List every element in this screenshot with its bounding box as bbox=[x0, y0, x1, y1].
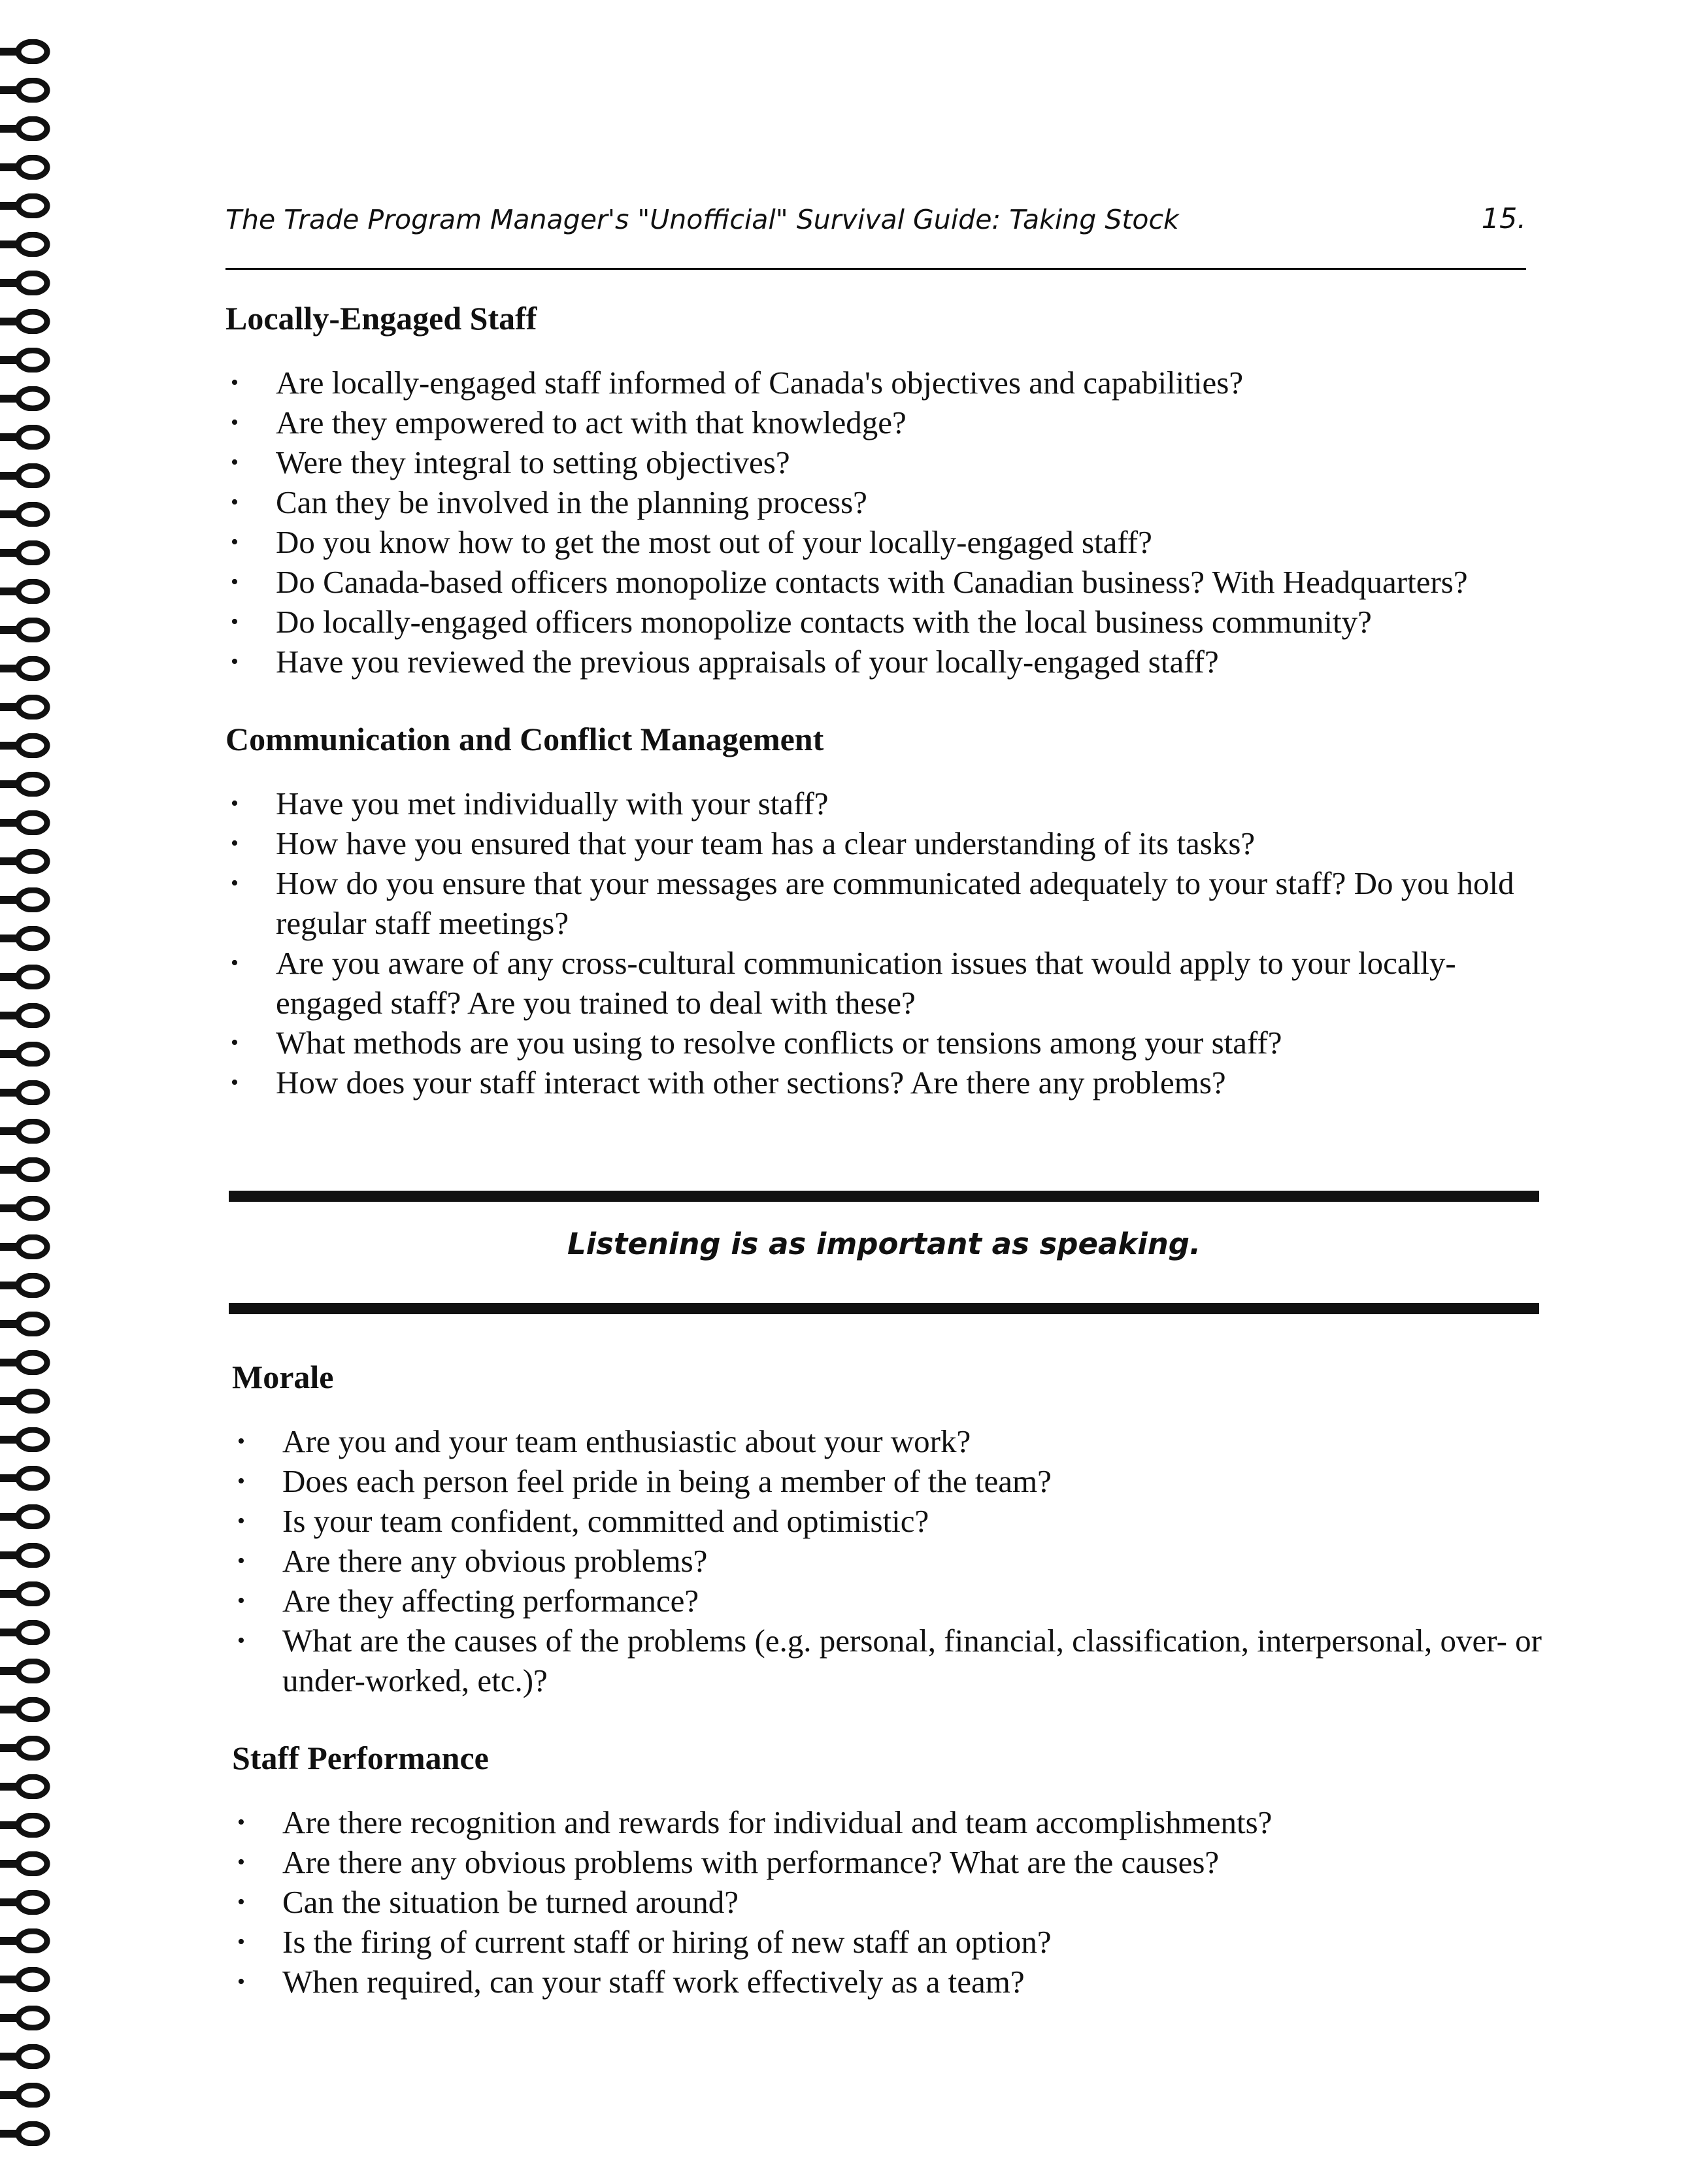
section-staff-performance bbox=[232, 1737, 1559, 2002]
binding-ring bbox=[0, 155, 52, 180]
list-item: • Have you reviewed the previous appraisals of your locally-engaged staff? bbox=[225, 642, 1552, 682]
binding-ring bbox=[0, 1389, 52, 1414]
binding-ring bbox=[0, 1697, 52, 1722]
list-item: • Is your team confident, committed and optimistic? bbox=[232, 1501, 1559, 1541]
binding-ring bbox=[0, 271, 52, 295]
list-item: • How do you ensure that your messages are communicated adequately to your staff? Do you hold regular staff meetings? bbox=[225, 863, 1552, 943]
binding-ring bbox=[0, 1003, 52, 1028]
binding-ring bbox=[0, 965, 52, 989]
list-item: • Have you met individually with your staff? bbox=[225, 784, 1552, 823]
binding-ring bbox=[0, 39, 52, 64]
binding-ring bbox=[0, 2121, 52, 2146]
page-number: 15. bbox=[1481, 203, 1526, 235]
binding-ring bbox=[0, 810, 52, 835]
binding-ring bbox=[0, 1504, 52, 1529]
content-lower bbox=[232, 1356, 1559, 2038]
binding-ring bbox=[0, 1119, 52, 1144]
binding-ring bbox=[0, 1196, 52, 1221]
question-list bbox=[225, 363, 1552, 682]
binding-ring bbox=[0, 1080, 52, 1105]
list-item: • Are you aware of any cross-cultural communication issues that would apply to your locally-engaged staff? Are you trained to deal with these? bbox=[225, 943, 1552, 1023]
binding-ring bbox=[0, 887, 52, 912]
section-heading: Morale bbox=[232, 1359, 334, 1395]
binding-ring bbox=[0, 116, 52, 141]
list-item: • Can the situation be turned around? bbox=[232, 1882, 1559, 1922]
binding-ring bbox=[0, 1620, 52, 1645]
section-heading: Staff Performance bbox=[232, 1740, 489, 1776]
binding-ring bbox=[0, 656, 52, 681]
binding-ring bbox=[0, 1774, 52, 1799]
binding-ring bbox=[0, 1659, 52, 1683]
list-item: • Are there any obvious problems? bbox=[232, 1541, 1559, 1581]
binding-ring bbox=[0, 2044, 52, 2069]
content-upper bbox=[225, 297, 1552, 1139]
binding-ring bbox=[0, 78, 52, 103]
section-heading: Communication and Conflict Management bbox=[225, 721, 824, 757]
list-item: • What are the causes of the problems (e.g. personal, financial, classification, interpersonal, over- or under-worked, etc.)? bbox=[232, 1621, 1559, 1700]
header-title: The Trade Program Manager's "Unofficial" Survival Guide: Taking Stock bbox=[225, 204, 1179, 235]
list-item: • Are there recognition and rewards for individual and team accomplishments? bbox=[232, 1802, 1559, 1842]
question-list bbox=[232, 1421, 1559, 1700]
binding-ring bbox=[0, 1736, 52, 1761]
binding-ring bbox=[0, 2006, 52, 2030]
binding-ring bbox=[0, 309, 52, 334]
binding-ring bbox=[0, 579, 52, 604]
callout-box bbox=[229, 1191, 1539, 1318]
list-item: • Are they empowered to act with that knowledge? bbox=[225, 403, 1552, 442]
binding-ring bbox=[0, 1543, 52, 1568]
binding-ring bbox=[0, 1851, 52, 1876]
callout-quote: Listening is as important as speaking. bbox=[567, 1227, 1201, 1261]
section-morale bbox=[232, 1356, 1559, 1700]
binding-ring bbox=[0, 232, 52, 257]
question-list bbox=[225, 784, 1552, 1102]
binding-ring bbox=[0, 2083, 52, 2108]
binding-ring bbox=[0, 1157, 52, 1182]
binding-ring bbox=[0, 502, 52, 527]
binding-ring bbox=[0, 695, 52, 720]
question-list bbox=[232, 1802, 1559, 2002]
binding-ring bbox=[0, 1350, 52, 1375]
section-heading: Locally-Engaged Staff bbox=[225, 300, 537, 337]
binding-ring bbox=[0, 1234, 52, 1259]
section-communication-conflict bbox=[225, 718, 1552, 1102]
list-item: • When required, can your staff work effectively as a team? bbox=[232, 1962, 1559, 2002]
page-header bbox=[225, 196, 1526, 270]
binding-ring bbox=[0, 926, 52, 951]
list-item: • Were they integral to setting objectives? bbox=[225, 442, 1552, 482]
binding-ring bbox=[0, 849, 52, 874]
list-item: • Is the firing of current staff or hiring of new staff an option? bbox=[232, 1922, 1559, 1962]
callout-rule-bottom bbox=[229, 1303, 1539, 1314]
binding-ring bbox=[0, 1967, 52, 1992]
spiral-binding bbox=[0, 39, 59, 2184]
binding-ring bbox=[0, 1813, 52, 1838]
list-item: • Are you and your team enthusiastic about your work? bbox=[232, 1421, 1559, 1461]
list-item: • Do Canada-based officers monopolize contacts with Canadian business? With Headquarters? bbox=[225, 562, 1552, 602]
list-item: • Do you know how to get the most out of your locally-engaged staff? bbox=[225, 522, 1552, 562]
list-item: • Are locally-engaged staff informed of Canada's objectives and capabilities? bbox=[225, 363, 1552, 403]
binding-ring bbox=[0, 1427, 52, 1452]
binding-ring bbox=[0, 386, 52, 411]
section-locally-engaged-staff bbox=[225, 297, 1552, 682]
list-item: • Do locally-engaged officers monopolize contacts with the local business community? bbox=[225, 602, 1552, 642]
list-item: • Are they affecting performance? bbox=[232, 1581, 1559, 1621]
binding-ring bbox=[0, 348, 52, 372]
binding-ring bbox=[0, 772, 52, 797]
list-item: • How have you ensured that your team has a clear understanding of its tasks? bbox=[225, 823, 1552, 863]
binding-ring bbox=[0, 1312, 52, 1336]
binding-ring bbox=[0, 540, 52, 565]
binding-ring bbox=[0, 1466, 52, 1491]
binding-ring bbox=[0, 1890, 52, 1915]
list-item: • How does your staff interact with other sections? Are there any problems? bbox=[225, 1063, 1552, 1102]
list-item: • What methods are you using to resolve conflicts or tensions among your staff? bbox=[225, 1023, 1552, 1063]
binding-ring bbox=[0, 425, 52, 450]
binding-ring bbox=[0, 618, 52, 642]
binding-ring bbox=[0, 733, 52, 758]
binding-ring bbox=[0, 193, 52, 218]
binding-ring bbox=[0, 1273, 52, 1298]
callout-rule-top bbox=[229, 1191, 1539, 1202]
binding-ring bbox=[0, 1928, 52, 1953]
list-item: • Can they be involved in the planning process? bbox=[225, 482, 1552, 522]
list-item: • Does each person feel pride in being a member of the team? bbox=[232, 1461, 1559, 1501]
list-item: • Are there any obvious problems with performance? What are the causes? bbox=[232, 1842, 1559, 1882]
binding-ring bbox=[0, 1042, 52, 1067]
binding-ring bbox=[0, 1581, 52, 1606]
binding-ring bbox=[0, 463, 52, 488]
